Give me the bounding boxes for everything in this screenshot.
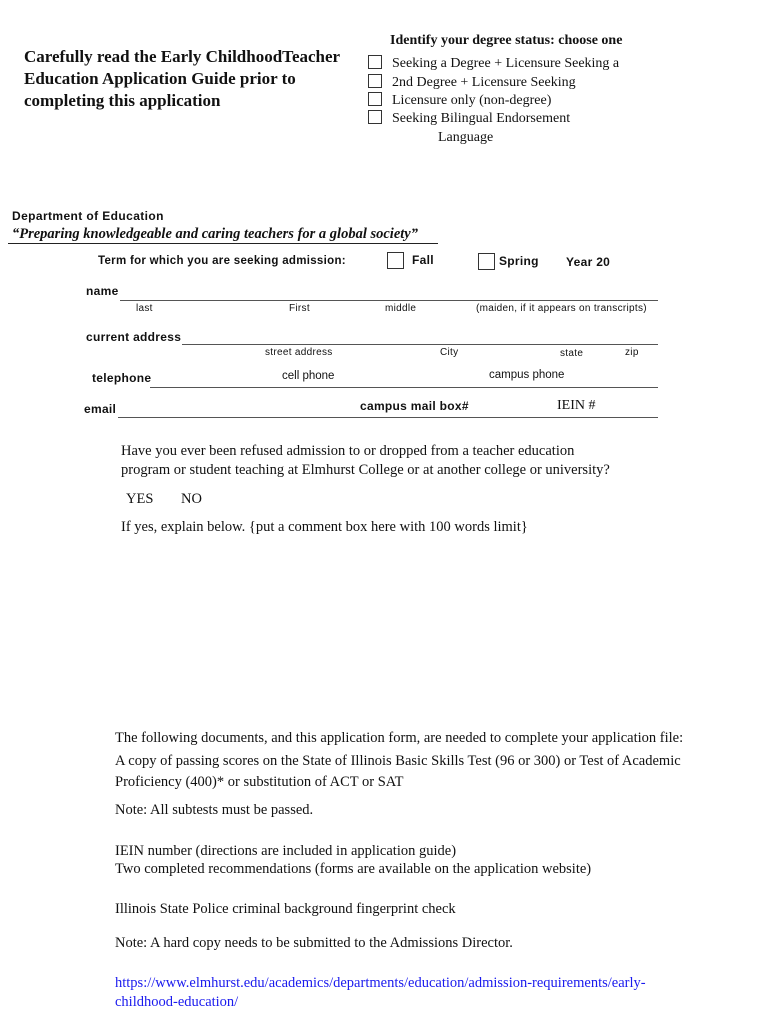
cell-phone-caption: cell phone: [282, 370, 335, 382]
fall-label: Fall: [412, 253, 434, 267]
refusal-question: [121, 442, 610, 480]
address-label: current address: [86, 330, 182, 344]
iein-label: IEIN #: [557, 398, 596, 413]
refusal-question-line: program or student teaching at Elmhurst College or at another college or university?: [121, 462, 610, 478]
name-first-caption: First: [289, 303, 310, 314]
documents-intro: The following documents, and this application form, are needed to complete your application file:: [115, 730, 684, 746]
recommendations-item: Two completed recommendations (forms are available on the application website): [115, 861, 592, 877]
degree-option-checkbox[interactable]: [368, 55, 382, 69]
telephone-input-line[interactable]: [150, 387, 658, 388]
degree-option-checkbox[interactable]: [368, 74, 382, 88]
hard-copy-note: Note: A hard copy needs to be submitted to the Admissions Director.: [115, 935, 513, 951]
test-scores-line: A copy of passing scores on the State of Illinois Basic Skills Test (96 or 300) or Test of Academic: [115, 753, 681, 769]
degree-option-checkbox[interactable]: [368, 110, 382, 124]
name-last-caption: last: [136, 303, 153, 314]
telephone-label: telephone: [92, 371, 152, 385]
email-label: email: [84, 402, 117, 416]
guide-notice-line: Education Application Guide prior to: [24, 69, 296, 88]
program-link-line[interactable]: https://www.elmhurst.edu/academics/departments/education/admission-requirements/early-: [115, 975, 646, 991]
city-caption: City: [440, 347, 459, 358]
no-option[interactable]: NO: [181, 491, 202, 507]
street-caption: street address: [265, 347, 333, 358]
name-input-line[interactable]: [120, 300, 658, 301]
year-label: Year 20: [566, 255, 611, 269]
program-link-line[interactable]: childhood-education/: [115, 994, 239, 1010]
campus-mail-label: campus mail box#: [360, 399, 469, 413]
iein-item: IEIN number (directions are included in application guide): [115, 843, 457, 859]
test-scores-item: [115, 751, 681, 793]
guide-notice: [24, 46, 340, 112]
department-name: Department of Education: [12, 209, 164, 223]
degree-option-label: Seeking a Degree + Licensure Seeking a: [392, 56, 620, 71]
spring-checkbox[interactable]: [478, 253, 495, 270]
background-check-item: Illinois State Police criminal background fingerprint check: [115, 901, 456, 917]
degree-option-continuation: Language: [438, 130, 494, 145]
state-caption: state: [560, 348, 584, 359]
degree-option-label: Seeking Bilingual Endorsement: [392, 111, 571, 126]
test-scores-line: Proficiency (400)* or substitution of ACT or SAT: [115, 774, 404, 790]
motto-underline: [8, 243, 438, 244]
campus-phone-caption: campus phone: [489, 369, 565, 381]
explain-instruction: If yes, explain below. {put a comment box here with 100 words limit}: [121, 519, 528, 535]
zip-caption: zip: [625, 347, 639, 358]
fall-checkbox[interactable]: [387, 252, 404, 269]
name-maiden-caption: (maiden, if it appears on transcripts): [476, 303, 647, 314]
address-input-line[interactable]: [182, 344, 658, 345]
spring-label: Spring: [499, 254, 539, 268]
name-label: name: [86, 284, 119, 298]
subtests-note: Note: All subtests must be passed.: [115, 802, 314, 818]
degree-status-heading: Identify your degree status: choose one: [390, 33, 623, 48]
department-motto: “Preparing knowledgeable and caring teachers for a global society”: [12, 226, 418, 242]
guide-notice-line: completing this application: [24, 91, 221, 110]
name-middle-caption: middle: [385, 303, 417, 314]
degree-option-checkbox[interactable]: [368, 92, 382, 106]
yes-option[interactable]: YES: [126, 491, 154, 507]
guide-notice-line: Carefully read the Early ChildhoodTeacher: [24, 47, 341, 66]
degree-option-label: Licensure only (non-degree): [392, 93, 552, 108]
degree-option-label: 2nd Degree + Licensure Seeking: [392, 75, 576, 90]
refusal-question-line: Have you ever been refused admission to or dropped from a teacher education: [121, 443, 575, 459]
email-input-line[interactable]: [118, 417, 658, 418]
program-link[interactable]: [115, 974, 646, 1012]
term-label: Term for which you are seeking admission:: [98, 255, 346, 267]
